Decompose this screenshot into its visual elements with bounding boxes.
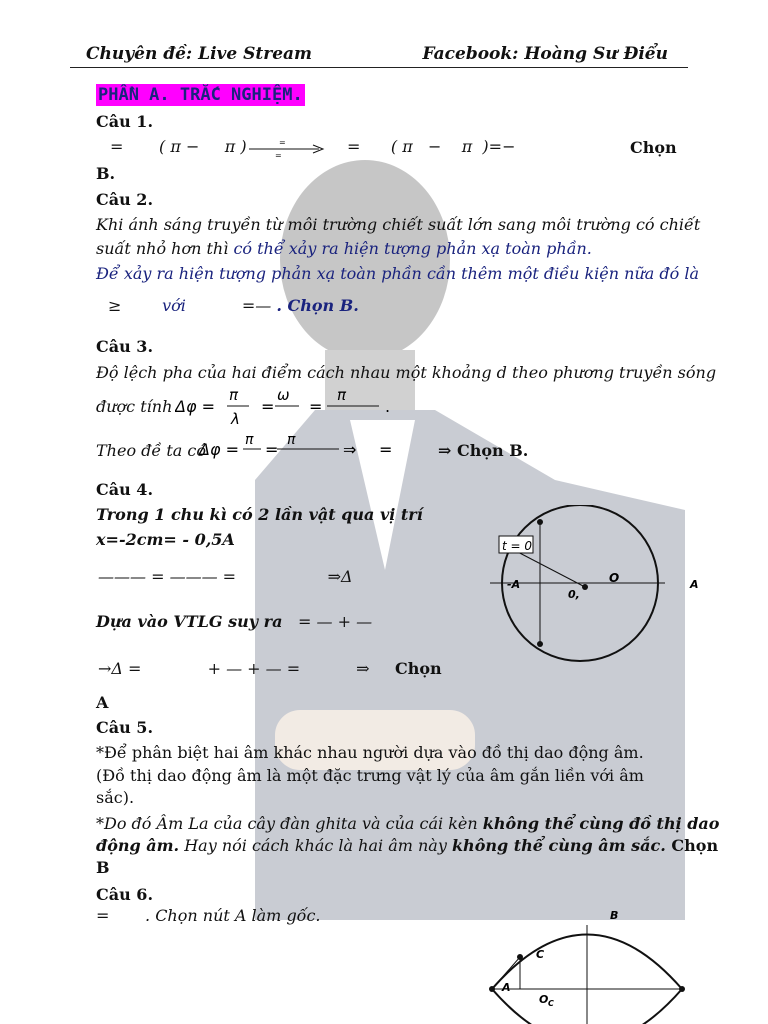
svg-text:=: = <box>379 440 393 459</box>
svg-text:ω: ω <box>277 386 290 404</box>
q3-choose: ⇒ Chọn B. <box>438 441 529 460</box>
q4-formula3: →Δ = + — + — = ⇒ <box>98 659 370 678</box>
label-c: C <box>536 948 545 961</box>
q2-choose: . Chọn B. <box>276 296 359 315</box>
q5-line2: (Đồ thị dao động âm là một đặc trưng vật lý của âm gắn liền với âm <box>96 766 644 785</box>
svg-text:π: π <box>245 432 254 448</box>
q3-title: Câu 3. <box>96 337 154 356</box>
svg-text:=: = <box>265 440 279 459</box>
q4-formula2: = — + — <box>298 612 373 631</box>
q2-line1: Khi ánh sáng truyền từ môi trường chiết suất lớn sang môi trường có chiết <box>96 215 701 234</box>
q1-formula: = ( π − π ) = = = ( π − π )=− <box>110 137 516 159</box>
q5-line4b: không thể cùng đồ thị dao <box>482 814 720 833</box>
q5-line5d: Chọn <box>665 836 719 855</box>
q6-line1-text: . Chọn nút A làm gốc. <box>145 906 321 925</box>
node-right <box>679 986 685 992</box>
q5-title: Câu 5. <box>96 718 154 737</box>
q5-line5 <box>96 835 718 857</box>
svg-text:π: π <box>337 386 347 404</box>
q2-line2a: suất nhỏ hơn thì <box>96 239 234 258</box>
svg-text:Δφ =: Δφ = <box>199 440 239 459</box>
q3-line2: được tính <box>96 397 173 416</box>
q6-line1: = . Chọn nút A làm gốc. <box>96 906 321 925</box>
q5-line3: sắc). <box>96 788 135 807</box>
label-oc: O <box>539 993 549 1006</box>
q3-formula <box>175 384 395 430</box>
q4-line3: Dựa vào VTLG suy ra <box>96 612 283 631</box>
point-c <box>517 954 523 960</box>
svg-text:λ: λ <box>231 410 240 428</box>
q6-wave-diagram <box>484 905 694 1024</box>
q3-line3: Theo đề ta có <box>96 441 206 460</box>
q4-title: Câu 4. <box>96 480 154 499</box>
label-b: B <box>610 909 619 922</box>
q6-title: Câu 6. <box>96 885 154 904</box>
radius-line <box>512 549 585 587</box>
q3-choose-text: Chọn B. <box>456 441 529 460</box>
page-header <box>86 44 668 66</box>
svg-text:π: π <box>287 432 296 448</box>
node-a <box>489 986 495 992</box>
point-center <box>582 584 588 590</box>
q2-voi: với <box>162 296 186 315</box>
q4-choose: Chọn <box>395 659 442 678</box>
q3-line1: Độ lệch pha của hai điểm cách nhau một khoảng d theo phương truyền sóng <box>96 363 717 382</box>
q5-line5b: Hay nói cách khác là hai âm này <box>179 836 452 855</box>
q5-line5c: không thể cùng âm sắc. <box>451 836 666 855</box>
label-half: 0, <box>568 588 580 601</box>
section-title: PHẦN A. TRẮC NGHIỆM. <box>98 85 303 105</box>
svg-text:Δφ =: Δφ = <box>175 397 215 416</box>
point-top <box>537 519 543 525</box>
svg-text:=: = <box>261 397 275 416</box>
q2-line3: Để xảy ra hiện tượng phản xạ toàn phần cần thêm một điều kiện nữa đó là <box>96 264 699 283</box>
label-o: O <box>609 571 620 585</box>
label-t0: t = 0 <box>502 539 533 553</box>
q4-line2: x=-2cm= - 0,5A <box>96 530 235 549</box>
q4-formula1: ——— = ——— = ⇒Δ <box>98 567 353 586</box>
label-oc-sub: C <box>548 999 554 1008</box>
q1-title: Câu 1. <box>96 112 154 131</box>
q1-answer: B. <box>96 164 116 183</box>
q3-result-formula <box>199 428 439 468</box>
header-divider <box>70 67 688 68</box>
point-bottom <box>537 641 543 647</box>
label-minus-a: -A <box>507 578 521 591</box>
q5-answer: B <box>96 858 110 877</box>
q1-choose: Chọn <box>630 138 677 157</box>
header-topic: Chuyên đề: Live Stream <box>86 44 313 64</box>
header-facebook: Facebook: Hoàng Sư Điểu <box>422 44 668 64</box>
svg-text:.: . <box>385 397 391 416</box>
svg-text:⇒: ⇒ <box>343 440 357 459</box>
svg-text:=: = <box>309 397 323 416</box>
q2-condition: ≥ với =— . Chọn B. <box>108 296 359 315</box>
q2-title: Câu 2. <box>96 190 154 209</box>
q5-line5a: động âm. <box>96 836 180 855</box>
q5-line1: *Để phân biệt hai âm khác nhau người dựa vào đồ thị dao động âm. <box>96 743 644 762</box>
q4-circle-diagram <box>490 505 710 665</box>
svg-text:=: = <box>278 138 286 147</box>
label-a: A <box>690 578 699 591</box>
svg-text:=: = <box>274 151 282 159</box>
svg-text:π: π <box>229 386 239 404</box>
q2-line2 <box>96 238 592 260</box>
q5-line4a: *Do đó Âm La của cây đàn ghita và của cái kèn <box>96 814 483 833</box>
label-a-node: A <box>502 981 511 994</box>
q4-answer: A <box>96 693 109 712</box>
q4-line1: Trong 1 chu kì có 2 lần vật qua vị trí <box>96 505 423 524</box>
q5-line4 <box>96 813 719 835</box>
q2-line2b: có thể xảy ra hiện tượng phản xạ toàn phần. <box>233 239 592 258</box>
